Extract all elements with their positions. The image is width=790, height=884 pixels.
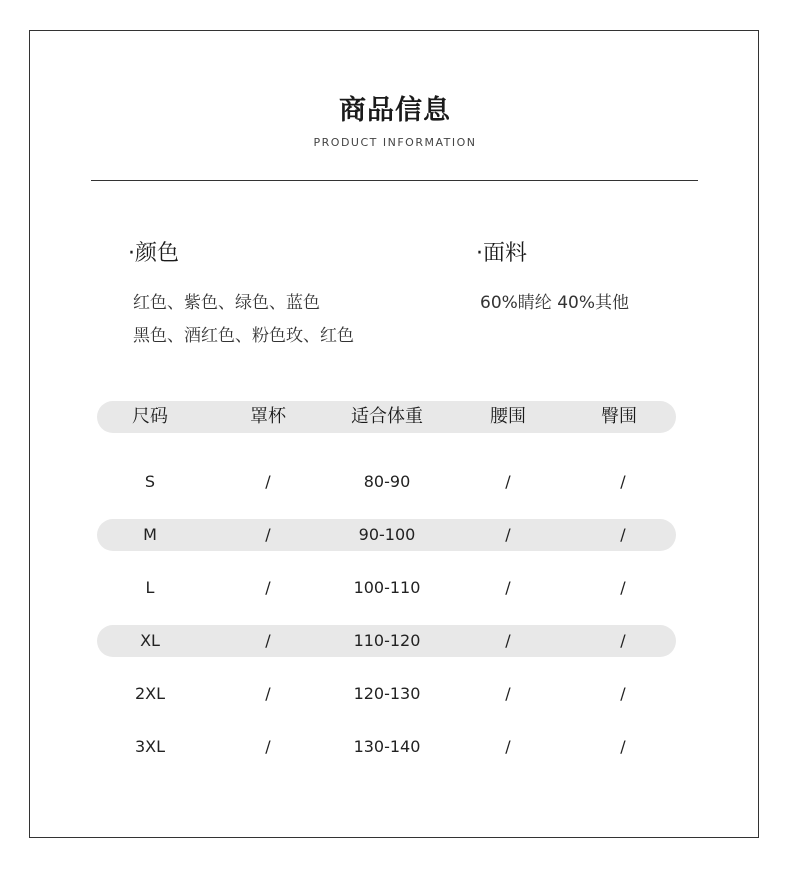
content-frame — [29, 30, 759, 838]
cell-hip: / — [620, 631, 626, 650]
table-row — [97, 519, 676, 551]
column-header-waist: 腰围 — [490, 406, 526, 427]
cell-weight: 130-140 — [353, 737, 421, 756]
table-row — [97, 572, 676, 604]
cell-weight: 100-110 — [353, 578, 421, 597]
cell-weight: 80-90 — [363, 472, 411, 491]
column-header-weight: 适合体重 — [351, 406, 423, 427]
cell-size: XL — [140, 631, 160, 650]
cell-waist: / — [505, 631, 511, 650]
cell-waist: / — [505, 578, 511, 597]
color-heading: ·颜色 — [128, 241, 179, 266]
column-header-hip: 臀围 — [601, 406, 637, 427]
cell-hip: / — [620, 525, 626, 544]
cell-size: 2XL — [134, 684, 166, 703]
cell-hip: / — [620, 472, 626, 491]
cell-size: M — [143, 525, 157, 544]
cell-cup: / — [265, 525, 271, 544]
column-header-cup: 罩杯 — [250, 406, 286, 427]
cell-size: S — [144, 472, 156, 491]
column-header-size: 尺码 — [132, 406, 168, 427]
fabric-heading: ·面料 — [476, 241, 527, 266]
page-title: 商品信息 — [339, 95, 451, 126]
cell-cup: / — [265, 578, 271, 597]
table-row — [97, 625, 676, 657]
cell-waist: / — [505, 737, 511, 756]
cell-cup: / — [265, 472, 271, 491]
cell-size: L — [145, 578, 155, 597]
cell-waist: / — [505, 684, 511, 703]
cell-waist: / — [505, 525, 511, 544]
cell-size: 3XL — [134, 737, 166, 756]
cell-cup: / — [265, 684, 271, 703]
cell-waist: / — [505, 472, 511, 491]
cell-hip: / — [620, 737, 626, 756]
cell-cup: / — [265, 631, 271, 650]
fabric-line-1: 60%睛纶 40%其他 — [480, 293, 629, 313]
cell-hip: / — [620, 578, 626, 597]
cell-cup: / — [265, 737, 271, 756]
table-row — [97, 678, 676, 710]
table-row — [97, 466, 676, 498]
header-divider — [91, 180, 698, 181]
cell-weight: 110-120 — [353, 631, 421, 650]
table-row — [97, 731, 676, 763]
cell-weight: 90-100 — [358, 525, 416, 544]
cell-weight: 120-130 — [353, 684, 421, 703]
page-subtitle: PRODUCT INFORMATION — [313, 136, 477, 149]
size-table-header — [97, 401, 676, 433]
color-line-2: 黑色、酒红色、粉色玫、红色 — [133, 326, 354, 346]
cell-hip: / — [620, 684, 626, 703]
color-line-1: 红色、紫色、绿色、蓝色 — [133, 293, 320, 313]
